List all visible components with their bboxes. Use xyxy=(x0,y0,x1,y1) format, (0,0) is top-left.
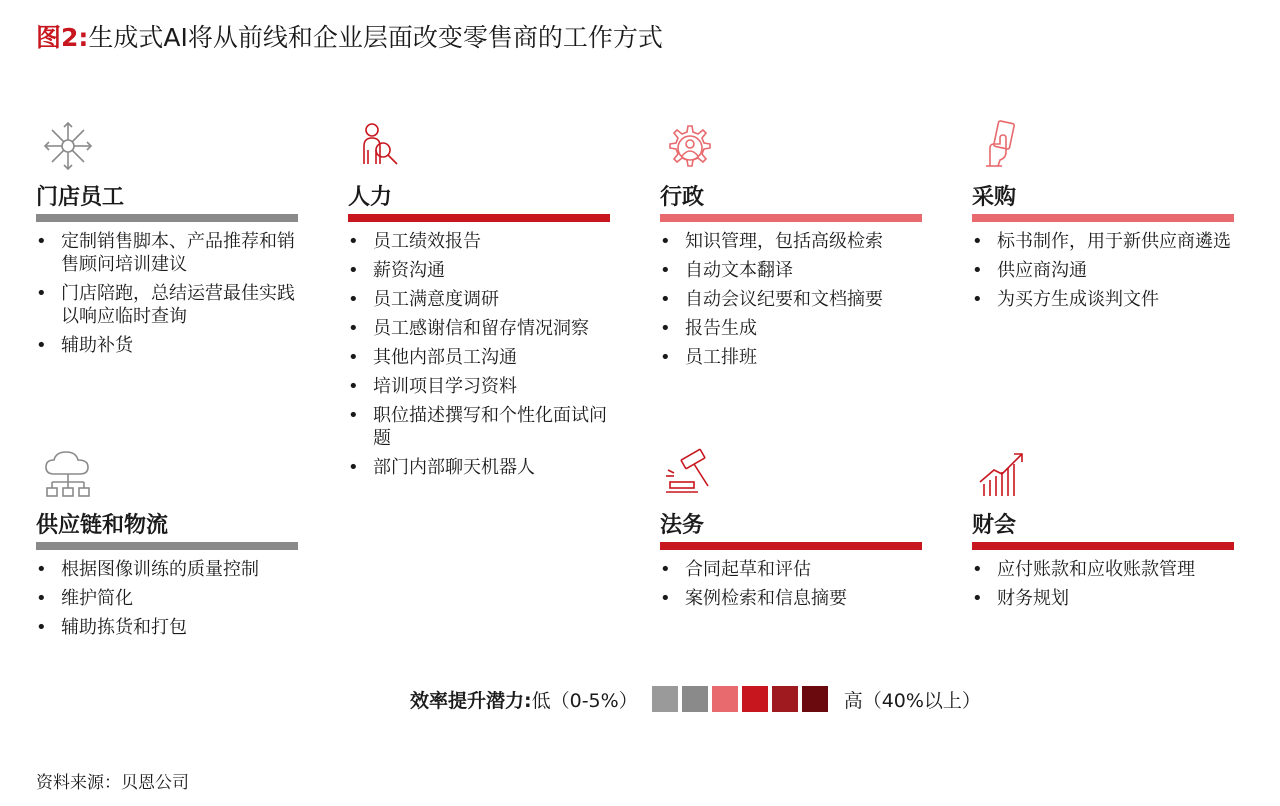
category-heading: 财会 xyxy=(972,513,1017,538)
list-item: • 员工感谢信和留存情况洞察 xyxy=(348,317,610,340)
category-legal xyxy=(660,446,925,626)
list-item: • 维护简化 xyxy=(36,587,298,610)
legend-swatch xyxy=(802,686,828,712)
gear-person-icon xyxy=(662,118,718,174)
page-title xyxy=(36,18,663,54)
category-store-staff xyxy=(36,118,301,388)
category-hr xyxy=(348,118,613,498)
list-item: • 供应商沟通 xyxy=(972,259,1234,282)
list-item: • 员工满意度调研 xyxy=(348,288,610,311)
cloud-network-icon xyxy=(40,446,96,502)
category-heading: 法务 xyxy=(660,513,705,538)
list-item: • 其他内部员工沟通 xyxy=(348,346,610,369)
category-supply-chain xyxy=(36,446,301,646)
list-item: • 财务规划 xyxy=(972,587,1234,610)
potential-bar xyxy=(348,214,610,222)
list-item: • 标书制作，用于新供应商遴选 xyxy=(972,230,1234,253)
list-item: • 辅助拣货和打包 xyxy=(36,616,298,639)
potential-bar xyxy=(972,542,1234,550)
person-search-icon xyxy=(352,118,408,174)
list-item: • 员工绩效报告 xyxy=(348,230,610,253)
list-item: • 自动文本翻译 xyxy=(660,259,922,282)
legend-swatch xyxy=(772,686,798,712)
gavel-icon xyxy=(662,446,718,502)
legend-label: 效率提升潜力: xyxy=(410,689,532,712)
list-item: • 根据图像训练的质量控制 xyxy=(36,558,298,581)
list-item: • 员工排班 xyxy=(660,346,922,369)
list-item: • 定制销售脚本、产品推荐和销售顾问培训建议 xyxy=(36,230,298,276)
figure-title: 生成式AI将从前线和企业层面改变零售商的工作方式 xyxy=(88,23,663,52)
item-list xyxy=(36,230,298,363)
list-item: • 应付账款和应收账款管理 xyxy=(972,558,1234,581)
list-item: • 辅助补货 xyxy=(36,334,298,357)
category-heading: 人力 xyxy=(348,185,393,210)
list-item: • 部门内部聊天机器人 xyxy=(348,456,610,479)
category-finance xyxy=(972,446,1237,626)
category-heading: 供应链和物流 xyxy=(36,513,169,538)
item-list xyxy=(660,230,922,375)
list-item: • 合同起草和评估 xyxy=(660,558,922,581)
legend-scale xyxy=(652,686,832,712)
list-item: • 案例检索和信息摘要 xyxy=(660,587,922,610)
legend-high: 高（40%以上） xyxy=(843,689,981,712)
item-list xyxy=(972,558,1234,616)
item-list xyxy=(348,230,610,485)
legend-swatch xyxy=(682,686,708,712)
potential-bar xyxy=(660,542,922,550)
item-list xyxy=(36,558,298,645)
potential-bar xyxy=(972,214,1234,222)
efficiency-legend xyxy=(410,684,981,714)
potential-bar xyxy=(660,214,922,222)
list-item: • 为买方生成谈判文件 xyxy=(972,288,1234,311)
list-item: • 报告生成 xyxy=(660,317,922,340)
potential-bar xyxy=(36,542,298,550)
figure-label: 图2: xyxy=(36,23,89,52)
category-procurement xyxy=(972,118,1237,388)
potential-bar xyxy=(36,214,298,222)
category-heading: 行政 xyxy=(660,185,705,210)
legend-swatch xyxy=(742,686,768,712)
category-admin xyxy=(660,118,925,388)
item-list xyxy=(972,230,1234,317)
list-item: • 门店陪跑，总结运营最佳实践以响应临时查询 xyxy=(36,282,298,328)
category-heading: 门店员工 xyxy=(36,185,125,210)
legend-low: 低（0-5%） xyxy=(531,689,638,712)
growth-chart-icon xyxy=(974,446,1030,502)
list-item: • 薪资沟通 xyxy=(348,259,610,282)
list-item: • 职位描述撰写和个性化面试问题 xyxy=(348,404,610,450)
list-item: • 知识管理，包括高级检索 xyxy=(660,230,922,253)
item-list xyxy=(660,558,922,616)
legend-swatch xyxy=(652,686,678,712)
network-arrows-icon xyxy=(40,118,96,174)
source-note: 资料来源：贝恩公司 xyxy=(36,773,189,793)
list-item: • 自动会议纪要和文档摘要 xyxy=(660,288,922,311)
category-heading: 采购 xyxy=(972,185,1017,210)
list-item: • 培训项目学习资料 xyxy=(348,375,610,398)
legend-swatch xyxy=(712,686,738,712)
hand-card-icon xyxy=(976,118,1032,174)
